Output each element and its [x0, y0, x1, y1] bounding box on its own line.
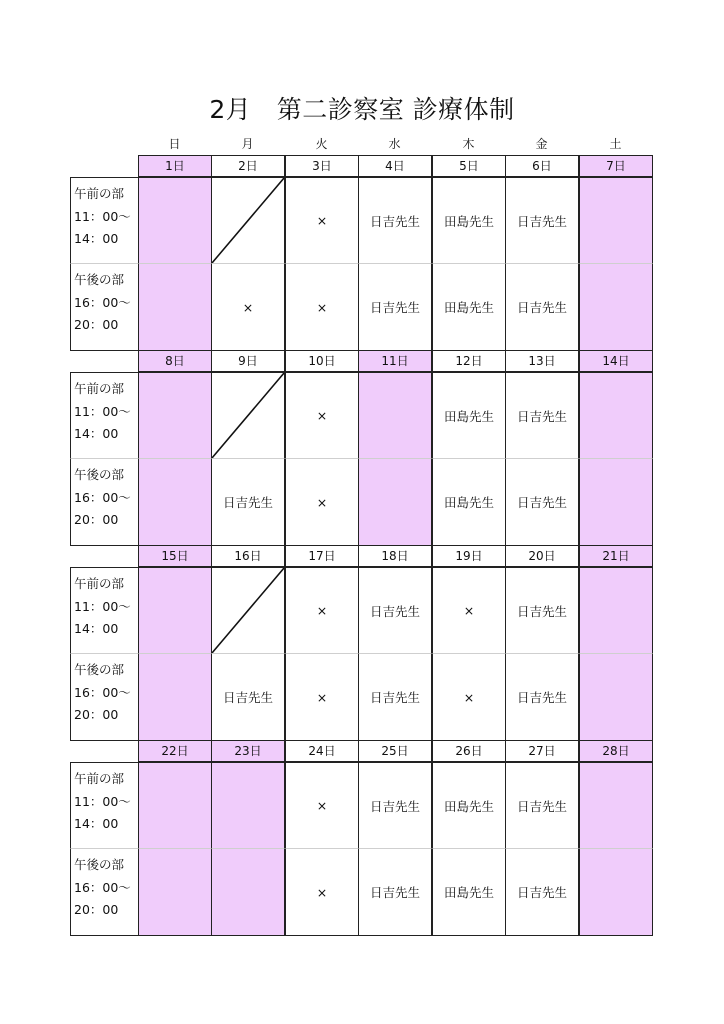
weekday-4: 木 — [462, 137, 475, 151]
doctor-name: 日吉先生 — [516, 213, 567, 229]
date-cell: 16日 — [211, 545, 285, 567]
closed-mark: × — [316, 494, 328, 510]
morning-slot — [505, 372, 579, 459]
afternoon-slot — [505, 849, 579, 936]
afternoon-slot — [358, 654, 432, 741]
afternoon-slot — [579, 459, 653, 546]
time-label-line: 16：00～ — [74, 294, 131, 310]
time-label-line: 14：00 — [74, 231, 119, 246]
time-label-line: 16：00～ — [74, 489, 131, 505]
date-cell: 22日 — [138, 740, 212, 762]
weekday-1: 月 — [241, 137, 254, 151]
closed-slash-mark — [212, 178, 284, 263]
closed-slash-mark — [212, 373, 284, 458]
closed-mark: × — [463, 603, 475, 618]
time-label-line: 20：00 — [74, 902, 119, 917]
date-cell: 6日 — [505, 155, 579, 177]
afternoon-slot — [285, 849, 359, 936]
afternoon-slot — [505, 459, 579, 546]
afternoon-slot — [138, 264, 212, 351]
doctor-name: 日吉先生 — [222, 495, 273, 510]
afternoon-slot — [432, 849, 506, 936]
date-cell: 14日 — [579, 350, 653, 372]
morning-slot — [358, 177, 432, 264]
afternoon-slot — [505, 654, 579, 741]
doctor-name: 日吉先生 — [516, 885, 567, 900]
time-label-line: 14：00 — [74, 621, 119, 636]
date-cell: 21日 — [579, 545, 653, 567]
time-label-line: 16：00～ — [74, 684, 131, 700]
morning-slot — [579, 177, 653, 264]
time-label-line: 午前の部 — [74, 186, 125, 201]
closed-mark: × — [316, 798, 328, 813]
doctor-name: 日吉先生 — [369, 690, 420, 705]
doctor-name: 田島先生 — [443, 408, 494, 424]
date-cell: 4日 — [358, 155, 432, 177]
date-cell: 26日 — [432, 740, 506, 762]
time-label-line: 午後の部 — [74, 467, 125, 482]
date-cell: 9日 — [211, 350, 285, 372]
weekday-2: 火 — [315, 137, 328, 151]
date-cell: 1日 — [138, 155, 212, 177]
doctor-name: 日吉先生 — [516, 603, 567, 619]
morning-slot — [138, 762, 212, 849]
date-cell: 11日 — [358, 350, 432, 372]
afternoon-slot — [579, 654, 653, 741]
doctor-name: 日吉先生 — [516, 798, 567, 814]
doctor-name: 日吉先生 — [369, 885, 420, 900]
afternoon-session-label — [70, 264, 139, 351]
afternoon-slot — [358, 459, 432, 546]
afternoon-slot — [432, 264, 506, 351]
afternoon-session-label — [70, 654, 139, 741]
morning-slot — [285, 762, 359, 849]
time-label-line: 20：00 — [74, 707, 119, 722]
doctor-name: 田島先生 — [443, 885, 494, 900]
time-label-line: 11：00～ — [74, 598, 131, 614]
morning-slot — [505, 177, 579, 264]
date-cell: 3日 — [285, 155, 359, 177]
morning-slot — [358, 372, 432, 459]
afternoon-slot — [505, 264, 579, 351]
date-cell: 24日 — [285, 740, 359, 762]
morning-slot — [285, 567, 359, 654]
date-cell: 19日 — [432, 545, 506, 567]
morning-session-label — [70, 567, 139, 654]
closed-mark: × — [316, 603, 328, 618]
afternoon-session-label — [70, 459, 139, 546]
closed-mark: × — [242, 299, 254, 315]
afternoon-slot — [138, 849, 212, 936]
doctor-name: 日吉先生 — [222, 690, 273, 705]
afternoon-slot — [211, 849, 285, 936]
time-label-line: 午前の部 — [74, 771, 125, 786]
doctor-name: 日吉先生 — [516, 300, 567, 315]
morning-slot — [358, 762, 432, 849]
date-cell: 8日 — [138, 350, 212, 372]
morning-slot — [579, 762, 653, 849]
afternoon-slot — [138, 459, 212, 546]
closed-mark: × — [316, 884, 328, 900]
closed-mark: × — [463, 689, 475, 705]
closed-mark: × — [316, 299, 328, 315]
doctor-name: 日吉先生 — [516, 495, 567, 510]
morning-slot — [211, 177, 285, 264]
closed-mark: × — [316, 408, 328, 423]
afternoon-slot — [432, 459, 506, 546]
date-cell: 12日 — [432, 350, 506, 372]
afternoon-slot — [285, 264, 359, 351]
morning-session-label — [70, 762, 139, 849]
morning-slot — [138, 177, 212, 264]
time-label-line: 20：00 — [74, 317, 119, 332]
date-cell: 20日 — [505, 545, 579, 567]
time-label-line: 午後の部 — [74, 857, 125, 872]
afternoon-slot — [579, 264, 653, 351]
weekday-3: 水 — [388, 137, 401, 151]
weekday-0: 日 — [168, 137, 181, 151]
date-cell: 28日 — [579, 740, 653, 762]
time-label-line: 14：00 — [74, 816, 119, 831]
date-cell: 5日 — [432, 155, 506, 177]
time-label-line: 16：00～ — [74, 879, 131, 895]
afternoon-slot — [358, 264, 432, 351]
doctor-name: 田島先生 — [443, 495, 494, 510]
afternoon-slot — [211, 264, 285, 351]
date-cell: 10日 — [285, 350, 359, 372]
time-label-line: 14：00 — [74, 426, 119, 441]
date-cell: 7日 — [579, 155, 653, 177]
afternoon-slot — [138, 654, 212, 741]
doctor-name: 日吉先生 — [369, 798, 420, 814]
closed-mark: × — [316, 213, 328, 228]
morning-slot — [432, 567, 506, 654]
doctor-name: 日吉先生 — [516, 690, 567, 705]
doctor-name: 日吉先生 — [369, 300, 420, 315]
weekday-5: 金 — [535, 137, 548, 151]
time-label-line: 午前の部 — [74, 576, 125, 591]
doctor-name: 日吉先生 — [369, 603, 420, 619]
date-cell: 2日 — [211, 155, 285, 177]
morning-slot — [211, 762, 285, 849]
afternoon-slot — [285, 654, 359, 741]
morning-slot — [505, 762, 579, 849]
morning-slot — [138, 567, 212, 654]
date-cell: 13日 — [505, 350, 579, 372]
weekday-6: 土 — [609, 137, 622, 151]
time-label-line: 午前の部 — [74, 381, 125, 396]
morning-slot — [211, 567, 285, 654]
morning-slot — [432, 762, 506, 849]
afternoon-slot — [432, 654, 506, 741]
time-label-line: 午後の部 — [74, 272, 125, 287]
closed-slash-mark — [212, 568, 284, 653]
doctor-name: 田島先生 — [443, 213, 494, 229]
date-cell: 27日 — [505, 740, 579, 762]
afternoon-slot — [211, 654, 285, 741]
afternoon-slot — [211, 459, 285, 546]
doctor-name: 日吉先生 — [369, 213, 420, 229]
date-cell: 15日 — [138, 545, 212, 567]
morning-slot — [285, 372, 359, 459]
afternoon-slot — [579, 849, 653, 936]
morning-slot — [211, 372, 285, 459]
morning-slot — [579, 567, 653, 654]
time-label-line: 20：00 — [74, 512, 119, 527]
morning-slot — [432, 372, 506, 459]
morning-session-label — [70, 177, 139, 264]
date-cell: 23日 — [211, 740, 285, 762]
doctor-name: 田島先生 — [443, 300, 494, 315]
morning-slot — [138, 372, 212, 459]
date-cell: 17日 — [285, 545, 359, 567]
afternoon-slot — [285, 459, 359, 546]
morning-slot — [432, 177, 506, 264]
morning-slot — [579, 372, 653, 459]
page-title: 2月 第二診察室 診療体制 — [209, 95, 515, 124]
afternoon-slot — [358, 849, 432, 936]
date-cell: 25日 — [358, 740, 432, 762]
morning-session-label — [70, 372, 139, 459]
time-label-line: 11：00～ — [74, 403, 131, 419]
afternoon-session-label — [70, 849, 139, 936]
doctor-name: 日吉先生 — [516, 408, 567, 424]
time-label-line: 11：00～ — [74, 208, 131, 224]
closed-mark: × — [316, 689, 328, 705]
morning-slot — [285, 177, 359, 264]
time-label-line: 午後の部 — [74, 662, 125, 677]
morning-slot — [358, 567, 432, 654]
date-cell: 18日 — [358, 545, 432, 567]
doctor-name: 田島先生 — [443, 798, 494, 814]
time-label-line: 11：00～ — [74, 793, 131, 809]
morning-slot — [505, 567, 579, 654]
